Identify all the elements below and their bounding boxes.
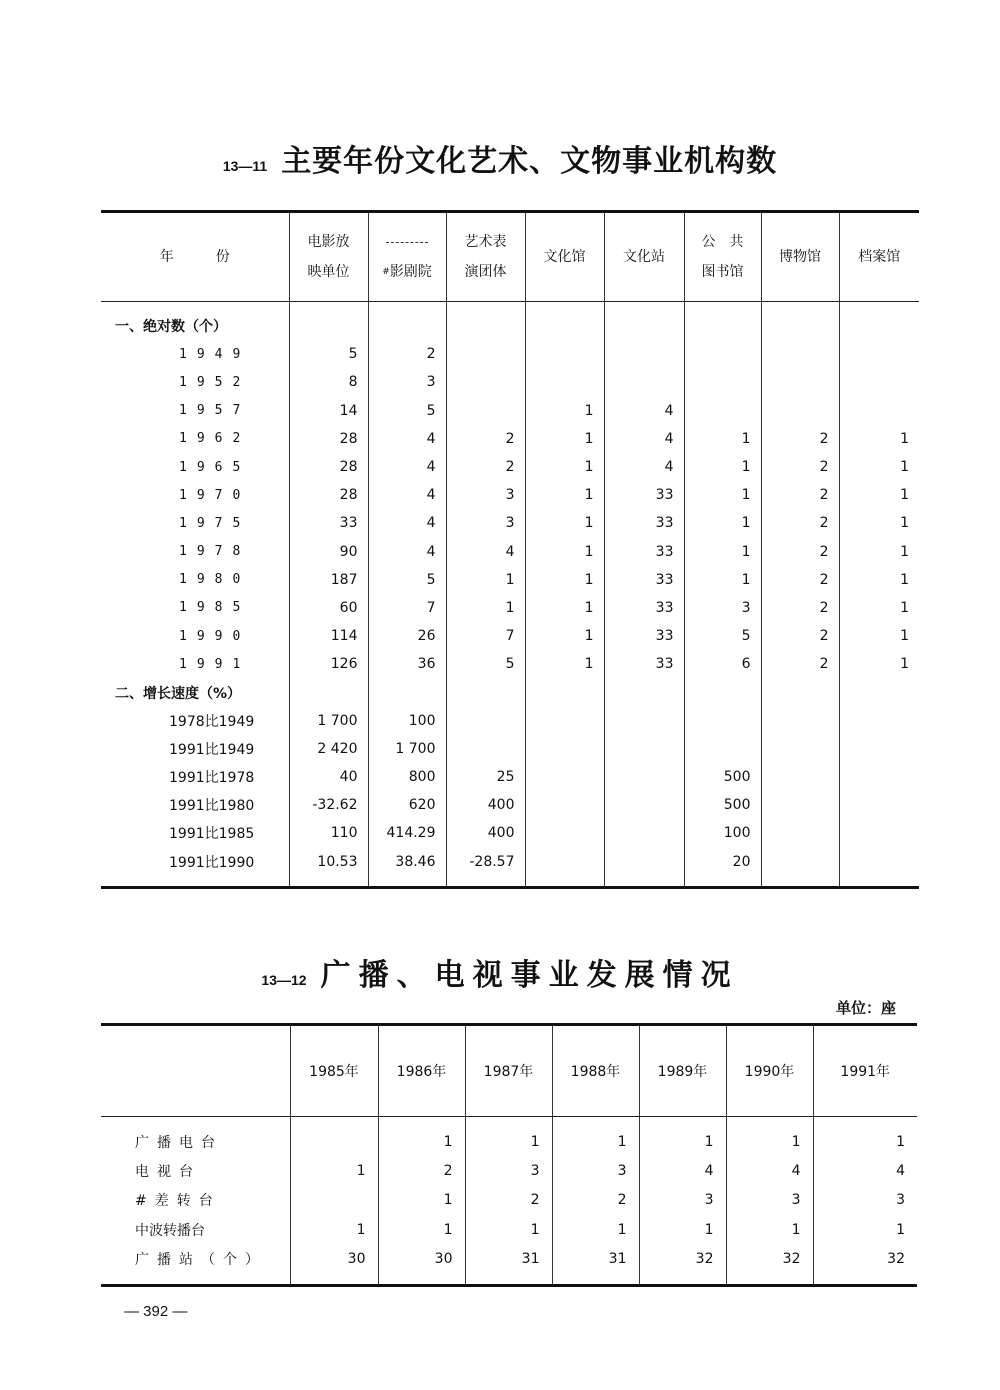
header-library xyxy=(684,212,761,302)
header-art xyxy=(446,212,525,302)
header-film-l2: 映单位 xyxy=(307,264,350,280)
film-cell: 5 xyxy=(289,340,368,368)
table2-title xyxy=(0,950,1000,994)
library-cell: 1 xyxy=(684,538,761,566)
value-cell: 30 xyxy=(290,1245,378,1274)
table1-title xyxy=(0,136,1000,180)
center-cell xyxy=(525,819,604,847)
library-cell: 100 xyxy=(684,819,761,847)
library-cell xyxy=(684,707,761,735)
art-cell: 5 xyxy=(446,650,525,678)
year-cell: 1970 xyxy=(179,487,251,503)
archives-cell: 1 xyxy=(839,425,919,453)
library-cell: 1 xyxy=(684,566,761,594)
film-cell: 28 xyxy=(289,453,368,481)
film-cell: 33 xyxy=(289,509,368,537)
header-art-l2: 演团体 xyxy=(464,264,507,280)
archives-cell: 1 xyxy=(839,481,919,509)
table-row xyxy=(101,819,919,847)
center-cell: 1 xyxy=(525,481,604,509)
theater-cell: 100 xyxy=(368,707,446,735)
table-row xyxy=(101,650,919,678)
value-cell: 32 xyxy=(813,1245,917,1274)
museum-cell xyxy=(761,707,839,735)
center-cell xyxy=(525,707,604,735)
empty-cell xyxy=(684,876,761,888)
film-cell: 10.53 xyxy=(289,848,368,876)
art-cell: 3 xyxy=(446,509,525,537)
value-cell: 3 xyxy=(639,1186,726,1215)
value-cell: 1 xyxy=(639,1127,726,1156)
page-number: — 392 — xyxy=(124,1303,188,1320)
year-cell: 1980 xyxy=(179,572,251,588)
art-cell: 4 xyxy=(446,538,525,566)
year-cell: 1985 xyxy=(179,600,251,616)
station-cell xyxy=(604,848,684,876)
empty-cell xyxy=(378,1274,465,1286)
empty-cell xyxy=(839,678,919,706)
archives-cell xyxy=(839,340,919,368)
section1-row xyxy=(101,312,919,340)
film-cell: -32.62 xyxy=(289,791,368,819)
archives-cell xyxy=(839,819,919,847)
value-cell: 1 xyxy=(465,1127,552,1156)
row-label: 广播站（个） xyxy=(135,1252,267,1269)
art-cell: 1 xyxy=(446,566,525,594)
empty-cell xyxy=(289,876,368,888)
comparison-cell: 1991比1985 xyxy=(169,826,255,843)
film-cell: 187 xyxy=(289,566,368,594)
library-cell xyxy=(684,368,761,396)
art-cell xyxy=(446,397,525,425)
table-row xyxy=(101,340,919,368)
header-film-l1: 电影放 xyxy=(307,234,350,250)
art-cell xyxy=(446,735,525,763)
library-cell: 500 xyxy=(684,763,761,791)
table-row xyxy=(101,791,919,819)
film-cell: 60 xyxy=(289,594,368,622)
empty-cell xyxy=(368,678,446,706)
value-cell: 1 xyxy=(726,1215,813,1244)
theater-cell: 414.29 xyxy=(368,819,446,847)
table-row xyxy=(101,368,919,396)
value-cell: 4 xyxy=(726,1156,813,1185)
library-cell: 500 xyxy=(684,791,761,819)
museum-cell: 2 xyxy=(761,650,839,678)
empty-cell xyxy=(465,1274,552,1286)
center-cell xyxy=(525,763,604,791)
table-row xyxy=(101,1127,917,1156)
value-cell: 1 xyxy=(639,1215,726,1244)
value-cell xyxy=(290,1186,378,1215)
museum-cell: 2 xyxy=(761,453,839,481)
header-theater-label: 影剧院 xyxy=(389,264,432,280)
library-cell: 1 xyxy=(684,509,761,537)
station-cell xyxy=(604,819,684,847)
film-cell: 114 xyxy=(289,622,368,650)
year-cell: 1949 xyxy=(179,346,251,362)
header-cultural-station: 文化站 xyxy=(604,212,684,302)
art-cell xyxy=(446,368,525,396)
row-label: 广播电台 xyxy=(135,1134,223,1151)
station-cell: 33 xyxy=(604,566,684,594)
header-year-1991: 1991年 xyxy=(813,1025,917,1117)
table2-header-row xyxy=(101,1025,917,1117)
archives-cell xyxy=(839,791,919,819)
table-row xyxy=(101,707,919,735)
archives-cell xyxy=(839,397,919,425)
film-cell: 40 xyxy=(289,763,368,791)
header-blank xyxy=(101,1025,290,1117)
film-cell: 28 xyxy=(289,481,368,509)
row-label: 中波转播台 xyxy=(135,1222,205,1239)
theater-cell: 5 xyxy=(368,397,446,425)
value-cell: 1 xyxy=(378,1127,465,1156)
empty-cell xyxy=(684,678,761,706)
theater-cell: 2 xyxy=(368,340,446,368)
year-cell: 1990 xyxy=(179,628,251,644)
film-cell: 14 xyxy=(289,397,368,425)
theater-cell: 4 xyxy=(368,538,446,566)
empty-cell xyxy=(604,876,684,888)
center-cell xyxy=(525,368,604,396)
library-cell: 1 xyxy=(684,481,761,509)
table1 xyxy=(101,210,919,889)
value-cell: 1 xyxy=(378,1215,465,1244)
art-cell xyxy=(446,707,525,735)
film-cell: 2 420 xyxy=(289,735,368,763)
library-cell: 3 xyxy=(684,594,761,622)
header-theater xyxy=(368,212,446,302)
station-cell xyxy=(604,763,684,791)
header-year-1989: 1989年 xyxy=(639,1025,726,1117)
art-cell: -28.57 xyxy=(446,848,525,876)
museum-cell: 2 xyxy=(761,425,839,453)
table2-title-text: 广播、电视事业发展情况 xyxy=(320,958,739,993)
archives-cell: 1 xyxy=(839,538,919,566)
theater-cell: 7 xyxy=(368,594,446,622)
art-cell: 25 xyxy=(446,763,525,791)
header-library-l1: 公 共 xyxy=(701,234,744,250)
center-cell xyxy=(525,848,604,876)
comparison-cell: 1978比1949 xyxy=(169,713,255,730)
center-cell: 1 xyxy=(525,594,604,622)
value-cell: 3 xyxy=(813,1186,917,1215)
value-cell: 3 xyxy=(465,1156,552,1185)
empty-cell xyxy=(290,1274,378,1286)
library-cell xyxy=(684,340,761,368)
station-cell: 33 xyxy=(604,594,684,622)
value-cell: 32 xyxy=(639,1245,726,1274)
empty-cell xyxy=(839,876,919,888)
table-row xyxy=(101,1245,917,1274)
row-label: #差转台 xyxy=(135,1193,221,1210)
table-row xyxy=(101,622,919,650)
value-cell: 1 xyxy=(290,1156,378,1185)
film-cell: 28 xyxy=(289,425,368,453)
center-cell: 1 xyxy=(525,650,604,678)
header-year-1985: 1985年 xyxy=(290,1025,378,1117)
table-row xyxy=(101,453,919,481)
header-museum: 博物馆 xyxy=(761,212,839,302)
row-label: 电视台 xyxy=(135,1164,201,1181)
section1-label: 一、绝对数（个） xyxy=(115,319,227,336)
theater-cell: 36 xyxy=(368,650,446,678)
theater-cell: 5 xyxy=(368,566,446,594)
table-row xyxy=(101,538,919,566)
header-dash xyxy=(386,242,428,243)
film-cell: 1 700 xyxy=(289,707,368,735)
year-cell: 1952 xyxy=(179,374,251,390)
empty-cell xyxy=(368,876,446,888)
table-row xyxy=(101,509,919,537)
museum-cell: 2 xyxy=(761,538,839,566)
header-library-l2: 图书馆 xyxy=(701,264,744,280)
archives-cell: 1 xyxy=(839,453,919,481)
table-row xyxy=(101,594,919,622)
library-cell: 1 xyxy=(684,425,761,453)
archives-cell: 1 xyxy=(839,566,919,594)
header-theater-mark: # xyxy=(382,267,390,277)
value-cell xyxy=(290,1127,378,1156)
empty-cell xyxy=(813,1274,917,1286)
value-cell: 1 xyxy=(813,1215,917,1244)
archives-cell: 1 xyxy=(839,622,919,650)
museum-cell: 2 xyxy=(761,566,839,594)
film-cell: 90 xyxy=(289,538,368,566)
table-row xyxy=(101,735,919,763)
library-cell: 5 xyxy=(684,622,761,650)
center-cell: 1 xyxy=(525,425,604,453)
empty-cell xyxy=(761,876,839,888)
empty-cell xyxy=(525,678,604,706)
value-cell: 31 xyxy=(552,1245,639,1274)
table1-number: 13—11 xyxy=(222,158,268,174)
archives-cell xyxy=(839,735,919,763)
center-cell xyxy=(525,340,604,368)
comparison-cell: 1991比1978 xyxy=(169,770,255,787)
table1-title-text: 主要年份文化艺术、文物事业机构数 xyxy=(281,144,778,179)
value-cell: 1 xyxy=(465,1215,552,1244)
empty-cell xyxy=(446,876,525,888)
table-row xyxy=(101,397,919,425)
museum-cell: 2 xyxy=(761,594,839,622)
museum-cell xyxy=(761,368,839,396)
station-cell xyxy=(604,735,684,763)
library-cell: 1 xyxy=(684,453,761,481)
header-year-1990: 1990年 xyxy=(726,1025,813,1117)
table1-header-row xyxy=(101,212,919,302)
library-cell: 6 xyxy=(684,650,761,678)
station-cell xyxy=(604,791,684,819)
empty-cell xyxy=(525,876,604,888)
value-cell: 4 xyxy=(639,1156,726,1185)
theater-cell: 4 xyxy=(368,509,446,537)
theater-cell: 26 xyxy=(368,622,446,650)
value-cell: 2 xyxy=(465,1186,552,1215)
theater-cell: 4 xyxy=(368,425,446,453)
center-cell xyxy=(525,735,604,763)
museum-cell: 2 xyxy=(761,509,839,537)
header-art-l1: 艺术表 xyxy=(464,234,507,250)
museum-cell xyxy=(761,791,839,819)
comparison-cell: 1991比1990 xyxy=(169,854,255,871)
archives-cell xyxy=(839,763,919,791)
header-year-1988: 1988年 xyxy=(552,1025,639,1117)
archives-cell xyxy=(839,368,919,396)
station-cell: 33 xyxy=(604,538,684,566)
library-cell xyxy=(684,397,761,425)
center-cell: 1 xyxy=(525,453,604,481)
theater-cell: 3 xyxy=(368,368,446,396)
value-cell: 3 xyxy=(552,1156,639,1185)
center-cell: 1 xyxy=(525,566,604,594)
year-cell: 1975 xyxy=(179,515,251,531)
header-archives: 档案馆 xyxy=(839,212,919,302)
empty-cell xyxy=(101,876,289,888)
museum-cell xyxy=(761,763,839,791)
archives-cell xyxy=(839,848,919,876)
library-cell: 20 xyxy=(684,848,761,876)
library-cell xyxy=(684,735,761,763)
film-cell: 126 xyxy=(289,650,368,678)
year-cell: 1978 xyxy=(179,544,251,560)
museum-cell: 2 xyxy=(761,622,839,650)
empty-cell xyxy=(289,678,368,706)
museum-cell xyxy=(761,735,839,763)
archives-cell: 1 xyxy=(839,509,919,537)
art-cell: 3 xyxy=(446,481,525,509)
empty-cell xyxy=(101,1274,290,1286)
art-cell: 2 xyxy=(446,453,525,481)
museum-cell xyxy=(761,848,839,876)
station-cell: 4 xyxy=(604,425,684,453)
theater-cell: 1 700 xyxy=(368,735,446,763)
table2-unit: 单位：座 xyxy=(836,999,897,1017)
value-cell: 31 xyxy=(465,1245,552,1274)
station-cell: 33 xyxy=(604,509,684,537)
art-cell: 400 xyxy=(446,791,525,819)
art-cell: 400 xyxy=(446,819,525,847)
art-cell: 2 xyxy=(446,425,525,453)
comparison-cell: 1991比1949 xyxy=(169,741,255,758)
table-row xyxy=(101,425,919,453)
value-cell: 1 xyxy=(552,1215,639,1244)
archives-cell xyxy=(839,707,919,735)
station-cell: 33 xyxy=(604,650,684,678)
station-cell xyxy=(604,368,684,396)
theater-cell: 4 xyxy=(368,481,446,509)
museum-cell xyxy=(761,397,839,425)
table-row xyxy=(101,1186,917,1215)
section2-row xyxy=(101,678,919,706)
value-cell: 32 xyxy=(726,1245,813,1274)
value-cell: 1 xyxy=(378,1186,465,1215)
year-cell: 1991 xyxy=(179,656,251,672)
table-row xyxy=(101,566,919,594)
value-cell: 3 xyxy=(726,1186,813,1215)
value-cell: 30 xyxy=(378,1245,465,1274)
center-cell xyxy=(525,791,604,819)
museum-cell xyxy=(761,340,839,368)
center-cell: 1 xyxy=(525,397,604,425)
museum-cell: 2 xyxy=(761,481,839,509)
empty-cell xyxy=(726,1274,813,1286)
station-cell: 4 xyxy=(604,397,684,425)
museum-cell xyxy=(761,819,839,847)
value-cell: 1 xyxy=(552,1127,639,1156)
table-row xyxy=(101,848,919,876)
value-cell: 1 xyxy=(726,1127,813,1156)
center-cell: 1 xyxy=(525,509,604,537)
value-cell: 1 xyxy=(290,1215,378,1244)
header-cultural-center: 文化馆 xyxy=(525,212,604,302)
value-cell: 1 xyxy=(813,1127,917,1156)
empty-cell xyxy=(446,678,525,706)
value-cell: 4 xyxy=(813,1156,917,1185)
header-film xyxy=(289,212,368,302)
year-cell: 1965 xyxy=(179,459,251,475)
year-cell: 1957 xyxy=(179,403,251,419)
theater-cell: 4 xyxy=(368,453,446,481)
header-year-1987: 1987年 xyxy=(465,1025,552,1117)
station-cell xyxy=(604,707,684,735)
art-cell: 1 xyxy=(446,594,525,622)
empty-cell xyxy=(761,678,839,706)
empty-cell xyxy=(639,1274,726,1286)
empty-cell xyxy=(604,678,684,706)
center-cell: 1 xyxy=(525,538,604,566)
archives-cell: 1 xyxy=(839,650,919,678)
theater-cell: 800 xyxy=(368,763,446,791)
table-row xyxy=(101,1215,917,1244)
comparison-cell: 1991比1980 xyxy=(169,798,255,815)
table-row xyxy=(101,763,919,791)
film-cell: 110 xyxy=(289,819,368,847)
station-cell: 33 xyxy=(604,481,684,509)
station-cell: 4 xyxy=(604,453,684,481)
archives-cell: 1 xyxy=(839,594,919,622)
center-cell: 1 xyxy=(525,622,604,650)
section2-label: 二、增长速度（%） xyxy=(115,685,242,702)
empty-cell xyxy=(552,1274,639,1286)
value-cell: 2 xyxy=(378,1156,465,1185)
film-cell: 8 xyxy=(289,368,368,396)
theater-cell: 620 xyxy=(368,791,446,819)
art-cell xyxy=(446,340,525,368)
station-cell: 33 xyxy=(604,622,684,650)
station-cell xyxy=(604,340,684,368)
table2 xyxy=(101,1023,917,1287)
theater-cell: 38.46 xyxy=(368,848,446,876)
table-row xyxy=(101,481,919,509)
year-cell: 1962 xyxy=(179,431,251,447)
header-year-1986: 1986年 xyxy=(378,1025,465,1117)
table2-number: 13—12 xyxy=(261,972,307,988)
value-cell: 2 xyxy=(552,1186,639,1215)
art-cell: 7 xyxy=(446,622,525,650)
header-year: 年 份 xyxy=(101,212,289,302)
table-row xyxy=(101,1156,917,1185)
